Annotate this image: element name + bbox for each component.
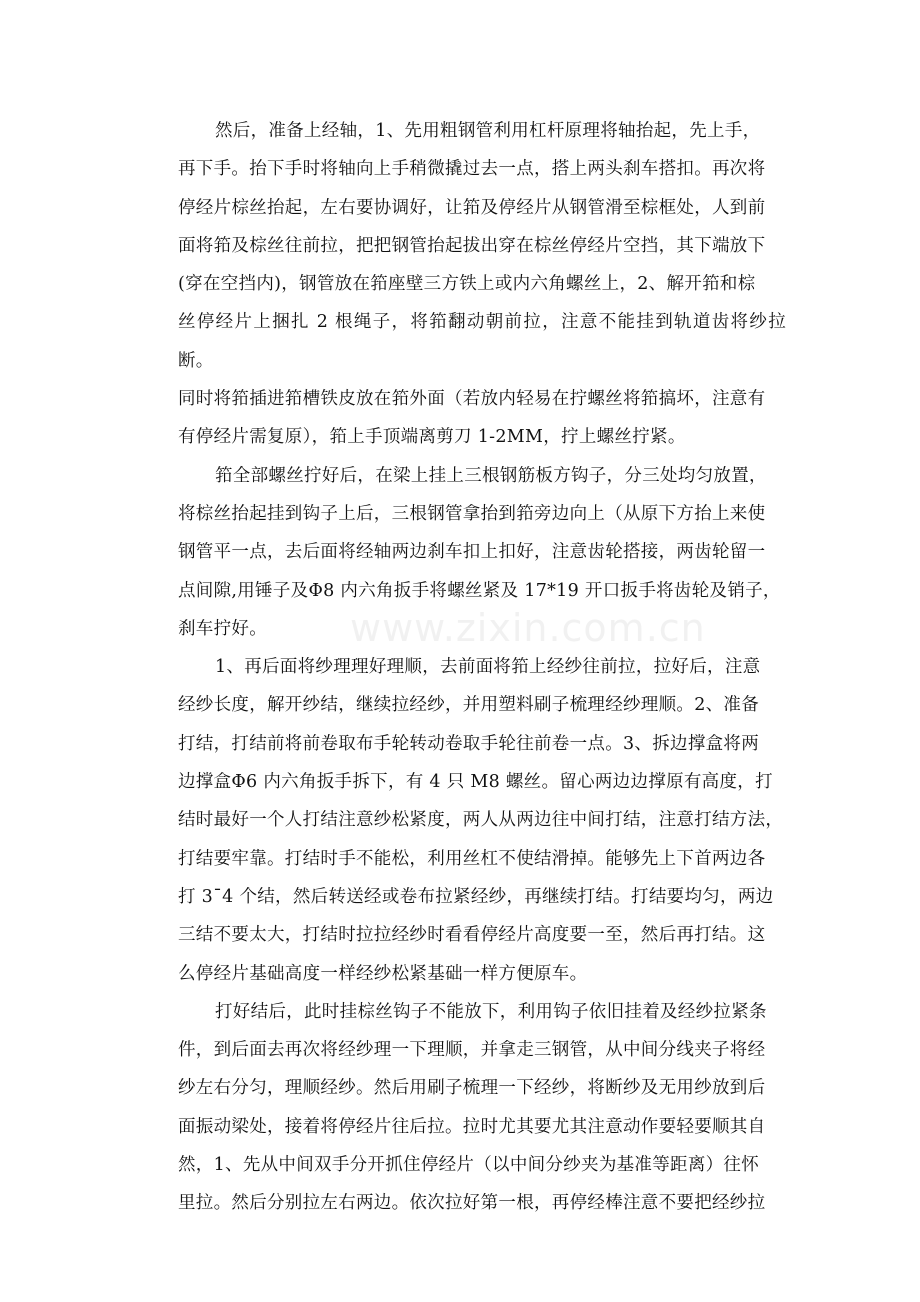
paragraph-4: 打好结后，此时挂棕丝钩子不能放下，利用钩子依旧挂着及经纱拉紧条 件，到后面去再次将经纱理一下理顺，并拿走三钢管，从中间分线夹子将经 纱左右分匀，理顺经纱。然后用刷子梳理一下经纱，将断纱及无用纱放到后 面振动梁处，接着将停经片往后拉。拉时尤其要尤其注意动作要轻要顺其自 然，1、先从中间双手分开抓住停经片（以中间分纱夹为基准等距离）往怀 里拉。然后分别拉左右两边。依次拉好第一根，再停经棒注意不要把经纱拉 (178, 1001, 767, 1214)
paragraph-1: 然后，准备上经轴，1、先用粗钢管利用杠杆原理将轴抬起，先上手， 再下手。抬下手时将轴向上手稍微撬过去一点，搭上两头刹车搭扣。再次将 停经片棕丝抬起，左右要协调好，让筘及停经片从钢管滑至棕框处，人到前 面将筘及棕丝往前拉，把把钢管抬起拔出穿在棕丝停经片空挡，其下端放下 (穿在空挡内)，钢管放在筘座壁三方铁上或内六角螺丝上，2、解开筘和棕 丝停经片上捆扎 2 根绳子，将筘翻动朝前拉，注意不能挂到轨道齿将纱拉断。 同时将筘插进筘槽铁皮放在筘外面（若放内轻易在拧螺丝将筘搞坏，注意有 有停经片需复原），筘上手顶端离剪刀 1-2MM，拧上螺丝拧紧。 (178, 121, 786, 448)
paragraph-3: 1、再后面将纱理理好理顺，去前面将筘上经纱往前拉，拉好后，注意 经纱长度，解开纱结，继续拉经纱，并用塑料刷子梳理经纱理顺。2、准备 打结，打结前将前卷取布手轮转动卷取手轮往前卷一点。3、拆边撑盒将两 边撑盒Φ6 内六角扳手拆下，有 4 只 M8 螺丝。留心两边边撑原有高度，打 结时最好一个人打结注意纱松紧度，两人从两边往中间打结，注意打结方法， 打结要牢靠。打结时手不能松，利用丝杠不使结滑掉。能够先上下首两边各 打 3¯4 个结，然后转送经或卷布拉紧经纱，再继续打结。打结要均匀，两边 三结不要太大，打结时拉拉经纱时看看停经片高度要一至，然后再打结。这 么停经片基础高度一样经纱松紧基础一样方便原车。 (178, 657, 784, 984)
document-body (178, 112, 786, 1223)
watermark: www.zixin.com.cn (350, 606, 706, 650)
paragraph-2: 筘全部螺丝拧好后，在梁上挂上三根钢筋板方钩子，分三处均匀放置， 将棕丝抬起挂到钩子上后，三根钢管拿抬到筘旁边向上（从原下方抬上来使 钢管平一点，去后面将经轴两边刹车扣上扣好，注意齿轮搭接，两齿轮留一 点间隙,用锤子及Φ8 内六角扳手将螺丝紧及 17*19 开口扳手将齿轮及销子， 刹车拧好。 (178, 465, 781, 639)
